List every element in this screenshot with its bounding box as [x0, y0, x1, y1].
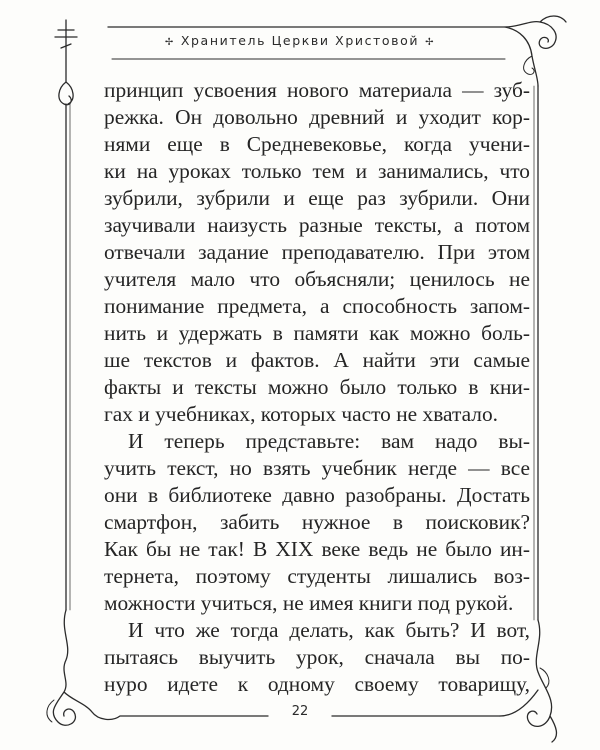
text-line: учителя мало что объясняли; ценилось не: [104, 267, 530, 291]
text-line: И теперь представьте: вам надо вы-: [128, 429, 530, 453]
text-line: заучивали наизусть разные тексты, а потом: [104, 213, 530, 237]
text-line: понимание предмета, а способность запом-: [104, 294, 530, 318]
text-line: нями еще в Средневековье, когда учени-: [104, 132, 530, 156]
text-line: ше текстов и фактов. А найти эти самые: [104, 348, 530, 372]
text-line: они в библиотеке давно разобраны. Достать: [104, 483, 530, 507]
text-line: отвечали задание преподавателю. При этом: [104, 240, 530, 264]
text-line: тернета, поэтому студенты лишались воз-: [104, 564, 530, 588]
text-line: И что же тогда делать, как быть? И вот,: [128, 618, 530, 642]
text-line: учить текст, но взять учебник негде — все: [104, 456, 530, 480]
text-line: нуро идете к одному своему товарищу,: [104, 672, 530, 696]
text-line: нить и удержать в памяти как можно боль-: [104, 321, 530, 345]
ornament-star-icon: ✢: [164, 37, 175, 48]
text-line: факты и тексты можно было только в кни-: [104, 375, 530, 399]
text-line: Как бы не так! В XIX веке ведь не было ин-: [104, 537, 530, 561]
ornament-star-icon: ✢: [425, 37, 436, 48]
running-header: [120, 33, 480, 48]
text-line: смартфон, забить нужное в поисковик?: [104, 510, 530, 534]
top-right-flourish: [505, 16, 566, 86]
text-line: ки на уроках только тем и занимались, что: [104, 159, 530, 183]
page-number: 22: [291, 704, 309, 719]
text-line: можности учиться, не имея книги под рукой.: [104, 591, 514, 615]
text-line: принцип усвоения нового материала — зуб-: [104, 78, 530, 102]
text-line: гах и учебниках, которых часто не хватало.: [104, 402, 498, 426]
text-line: режка. Он довольно древний и уходит кор-: [104, 105, 530, 129]
running-header-title: Хранитель Церкви Христовой: [180, 33, 420, 48]
text-line: зубрили, зубрили и еще раз зубрили. Они: [104, 186, 530, 210]
cross-icon: [55, 20, 77, 82]
body-text: [104, 77, 530, 698]
text-line: пытаясь выучить урок, сначала вы по-: [104, 645, 530, 669]
left-top-scroll: [59, 82, 73, 105]
